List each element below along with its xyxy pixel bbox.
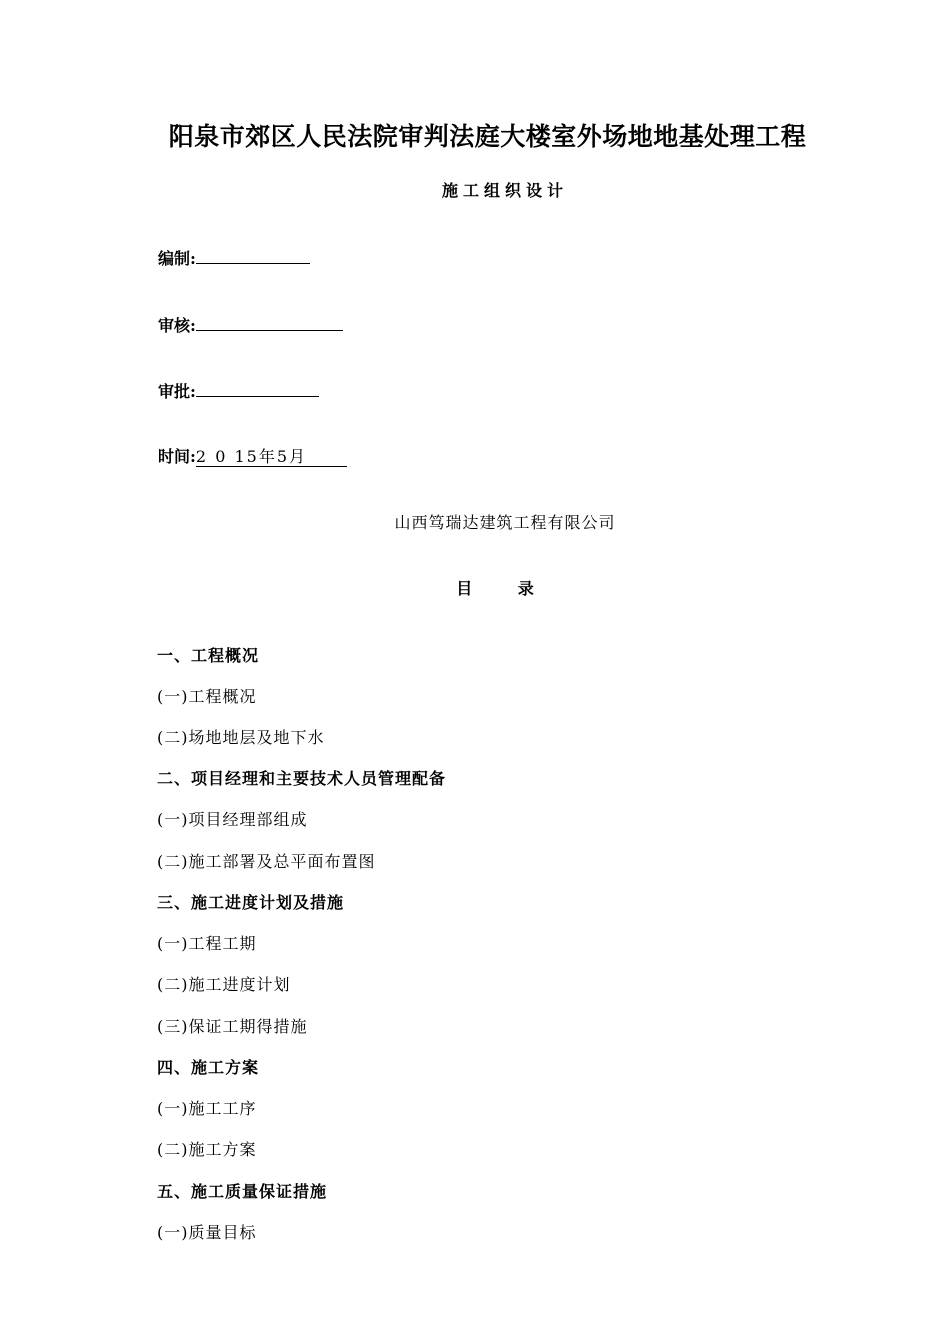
company-name: 山西笃瑞达建筑工程有限公司 — [394, 513, 616, 532]
approve-field — [158, 379, 319, 402]
toc-item-3-2: (二)施工进度计划 — [157, 975, 291, 994]
toc-item-section-1: 一、工程概况 — [157, 646, 260, 665]
toc-item-3-1: (一)工程工期 — [157, 934, 257, 953]
review-label: 审核: — [158, 316, 196, 335]
review-field — [158, 313, 343, 336]
approve-label: 审批: — [158, 382, 196, 401]
time-label: 时间: — [158, 447, 196, 466]
compile-signature-line — [196, 248, 310, 264]
toc-item-section-4: 四、施工方案 — [157, 1058, 260, 1077]
toc-item-3-3: (三)保证工期得措施 — [157, 1017, 308, 1036]
toc-item-section-2: 二、项目经理和主要技术人员管理配备 — [157, 769, 447, 788]
toc-heading: 目 录 — [456, 579, 554, 598]
toc-item-2-1: (一)项目经理部组成 — [157, 810, 308, 829]
toc-item-2-2: (二)施工部署及总平面布置图 — [157, 852, 376, 871]
compile-label: 编制: — [158, 249, 196, 268]
toc-item-4-2: (二)施工方案 — [157, 1140, 257, 1159]
toc-item-1-1: (一)工程概况 — [157, 687, 257, 706]
compile-field — [158, 246, 310, 269]
toc-item-4-1: (一)施工工序 — [157, 1099, 257, 1118]
document-subtitle: 施工组织设计 — [441, 181, 568, 200]
approve-signature-line — [196, 381, 319, 397]
document-title: 阳泉市郊区人民法院审判法庭大楼室外场地地基处理工程 — [168, 122, 807, 151]
toc-item-section-5: 五、施工质量保证措施 — [157, 1182, 328, 1201]
toc-item-section-3: 三、施工进度计划及措施 — [157, 893, 345, 912]
time-value: 2 0 15年5月 — [196, 447, 347, 467]
toc-item-1-2: (二)场地地层及地下水 — [157, 728, 325, 747]
toc-item-5-1: (一)质量目标 — [157, 1223, 257, 1242]
time-field — [158, 444, 347, 467]
review-signature-line — [196, 315, 343, 331]
